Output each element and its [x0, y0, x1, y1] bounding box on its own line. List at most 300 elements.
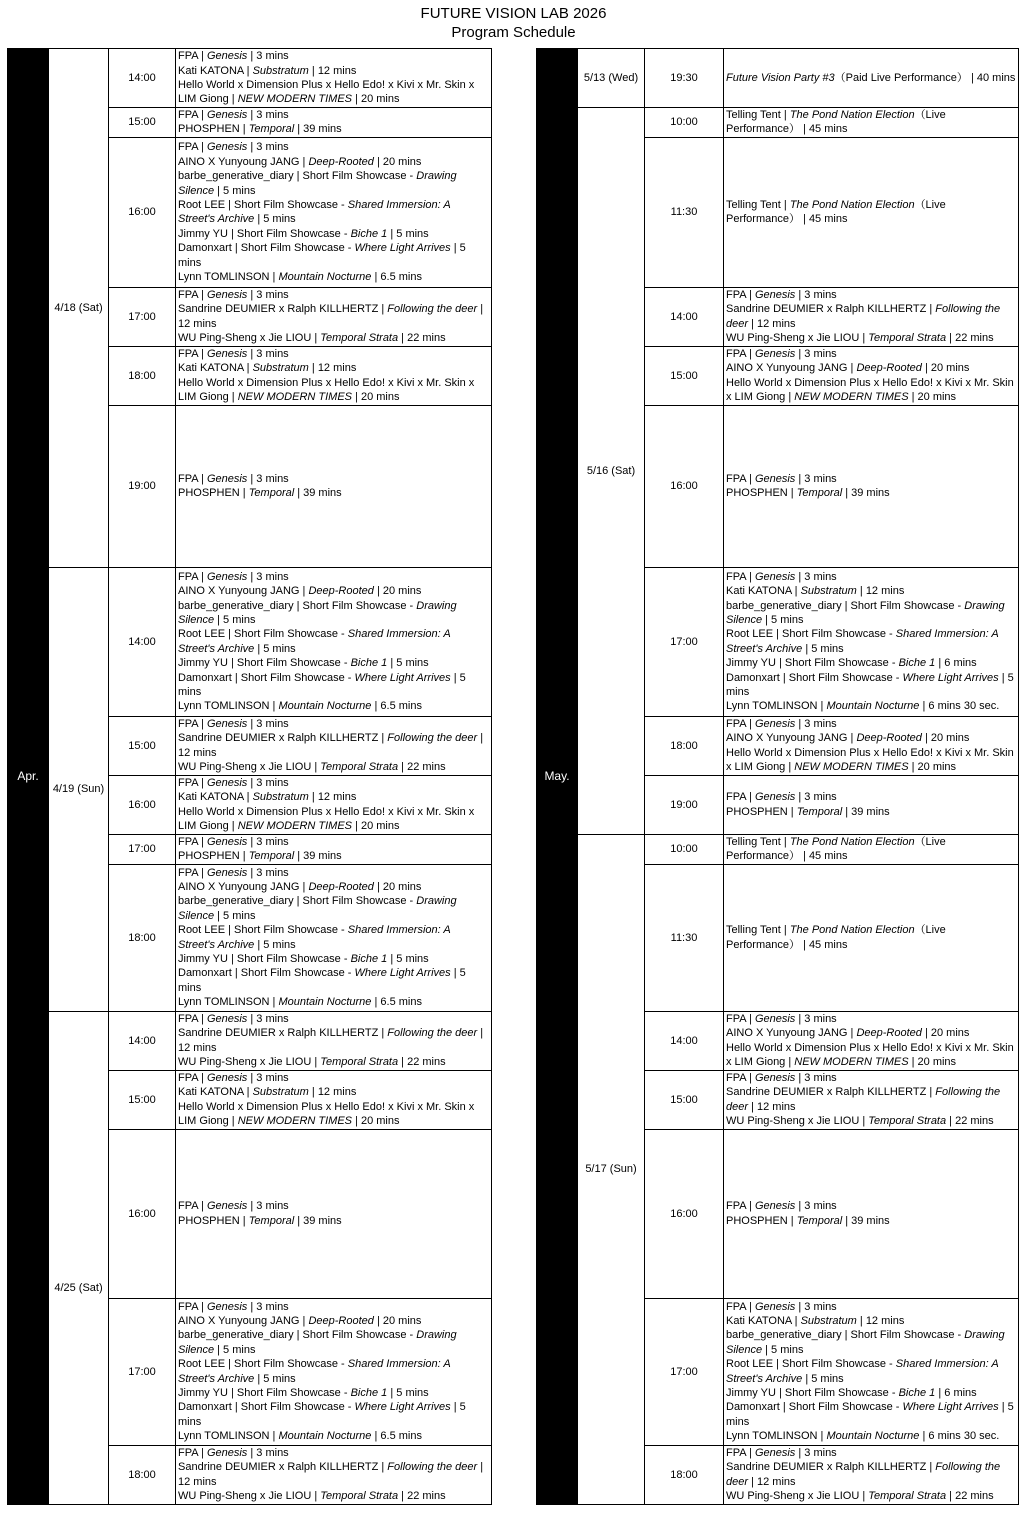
program-text: | 12 mins	[856, 1315, 905, 1327]
work-title: Genesis	[754, 791, 796, 804]
work-title: Genesis	[206, 866, 248, 879]
work-title: Drawing Silence	[726, 599, 1005, 626]
program-text: | 3 mins	[795, 1012, 837, 1025]
program-text: Sandrine DEUMIER x Ralph KILLHERTZ |	[726, 303, 936, 316]
work-title: Genesis	[206, 289, 248, 301]
program-text: | 3 mins	[795, 1446, 837, 1459]
program-text: FPA |	[726, 472, 755, 485]
program-text: Jimmy YU | Short Film Showcase -	[726, 1387, 899, 1400]
program-text: | 12 mins	[856, 585, 905, 598]
work-title: Temporal	[796, 805, 843, 818]
schedule-row	[8, 567, 492, 716]
program-line	[726, 108, 1016, 137]
program-text: | 39 mins	[294, 123, 342, 136]
program-line	[178, 1357, 489, 1386]
work-title: The Pond Nation Election	[789, 835, 915, 848]
program-text: FPA |	[178, 50, 207, 63]
program-cell	[724, 1298, 1019, 1445]
schedule-row	[537, 834, 1019, 864]
program-cell	[724, 108, 1019, 138]
work-title: Deep-Rooted	[308, 155, 374, 168]
program-line	[178, 241, 489, 270]
work-title: The Pond Nation Election	[789, 109, 915, 121]
program-line	[726, 1460, 1016, 1489]
program-text: FPA |	[726, 289, 755, 301]
work-title: Shared Immersion: A Street's Archive	[178, 628, 451, 655]
program-text: FPA |	[726, 1012, 755, 1025]
program-line	[178, 108, 489, 122]
program-text: FPA |	[726, 1200, 755, 1213]
program-line	[726, 790, 1016, 804]
work-title: Temporal	[248, 123, 295, 136]
program-line	[178, 1214, 489, 1228]
program-text: Lynn TOMLINSON |	[178, 1430, 279, 1443]
program-line	[178, 599, 489, 628]
program-line	[178, 1012, 489, 1026]
program-line	[726, 288, 1016, 302]
work-title: Substratum	[252, 791, 309, 804]
program-line	[726, 302, 1016, 331]
work-title: Biche 1	[350, 657, 388, 670]
work-title: Temporal Strata	[320, 761, 399, 774]
program-text: | 22 mins	[398, 1490, 446, 1503]
program-text: | 6.5 mins	[371, 700, 422, 713]
program-line	[178, 1100, 489, 1129]
program-line	[726, 671, 1016, 700]
program-text: | 20 mins	[373, 585, 422, 598]
program-line	[178, 155, 489, 169]
program-text: Telling Tent |	[726, 198, 790, 211]
time-cell: 17:00	[109, 287, 176, 346]
program-text: FPA |	[726, 348, 755, 360]
program-text: AINO X Yunyoung JANG |	[726, 732, 857, 745]
page-title: FUTURE VISION LAB 2026	[420, 5, 607, 22]
program-cell	[176, 405, 492, 567]
work-title: Deep-Rooted	[308, 881, 374, 893]
program-text: barbe_generative_diary | Short Film Showcase -	[178, 599, 417, 612]
time-cell: 10:00	[645, 108, 724, 138]
program-text: Sandrine DEUMIER x Ralph KILLHERTZ |	[178, 732, 388, 745]
work-title: Genesis	[206, 141, 248, 154]
time-cell: 18:00	[645, 716, 724, 775]
program-text: barbe_generative_diary | Short Film Showcase -	[178, 170, 417, 183]
program-text: | 5 mins	[762, 614, 804, 626]
program-text: Damonxart | Short Film Showcase -	[726, 1401, 903, 1414]
program-text: | 39 mins	[842, 487, 890, 500]
program-line	[726, 1026, 1016, 1040]
program-text: | 20 mins	[921, 732, 970, 745]
program-text: PHOSPHEN |	[178, 487, 249, 500]
program-text: | 20 mins	[373, 881, 422, 893]
program-text: WU Ping-Sheng x Jie LIOU |	[726, 1115, 869, 1128]
program-line	[178, 966, 489, 995]
program-text: FPA |	[178, 1446, 207, 1459]
program-line	[178, 486, 489, 500]
program-line	[178, 584, 489, 598]
time-cell: 16:00	[645, 1129, 724, 1298]
program-line	[178, 1055, 489, 1069]
time-cell: 16:00	[109, 775, 176, 834]
program-text: | 6 mins	[935, 1387, 977, 1400]
program-line	[178, 570, 489, 584]
program-cell	[176, 108, 492, 138]
time-cell: 11:30	[645, 864, 724, 1011]
time-cell: 16:00	[645, 405, 724, 567]
work-title: Following the deer	[387, 732, 478, 745]
program-text: （Live Performance） | 45 mins	[726, 835, 946, 863]
program-line	[178, 169, 489, 198]
work-title: Mountain Nocturne	[278, 996, 372, 1009]
work-title: Shared Immersion: A Street's Archive	[178, 924, 451, 951]
program-line	[726, 699, 1016, 713]
program-line	[178, 472, 489, 486]
program-text: Kati KATONA |	[726, 585, 801, 598]
program-text: | 3 mins	[795, 472, 837, 485]
program-line	[178, 1085, 489, 1099]
work-title: Genesis	[206, 777, 248, 789]
work-title: Shared Immersion: A Street's Archive	[726, 628, 999, 655]
program-text: FPA |	[726, 1300, 755, 1313]
program-text: | 6 mins	[935, 657, 977, 670]
program-text: | 3 mins	[247, 472, 289, 485]
program-line	[726, 198, 1016, 227]
program-cell	[176, 834, 492, 864]
work-title: Genesis	[754, 1071, 796, 1084]
date-cell: 5/16 (Sat)	[578, 108, 645, 835]
program-line	[178, 1460, 489, 1489]
program-line	[726, 1114, 1016, 1128]
schedule-row	[8, 49, 492, 108]
program-line	[726, 1489, 1016, 1503]
program-text: | 5 mins	[178, 242, 466, 269]
program-text: | 6.5 mins	[371, 270, 422, 283]
time-cell: 15:00	[109, 108, 176, 138]
work-title: Substratum	[800, 1315, 857, 1327]
program-line	[178, 790, 489, 804]
program-text: | 5 mins	[387, 657, 429, 670]
program-line	[178, 1400, 489, 1429]
program-text: Hello World x Dimension Plus x Hello Edo! x Kivi x Mr. Skin x LIM Giong |	[726, 376, 1014, 404]
program-text: AINO X Yunyoung JANG |	[178, 881, 309, 893]
program-line	[178, 656, 489, 670]
program-line	[178, 198, 489, 227]
program-cell	[724, 405, 1019, 567]
program-line	[726, 570, 1016, 584]
work-title: Temporal Strata	[320, 332, 399, 345]
program-text: Root LEE | Short Film Showcase -	[726, 628, 896, 641]
work-title: NEW MODERN TIMES	[794, 391, 909, 404]
program-text: | 3 mins	[247, 777, 289, 789]
work-title: Genesis	[206, 1071, 248, 1084]
program-text: Kati KATONA |	[178, 362, 253, 375]
program-line	[178, 835, 489, 849]
program-text: Sandrine DEUMIER x Ralph KILLHERTZ |	[726, 1086, 936, 1099]
work-title: Where Light Arrives	[354, 967, 451, 980]
program-line	[726, 361, 1016, 375]
time-cell: 18:00	[645, 1445, 724, 1504]
program-line	[178, 760, 489, 774]
program-line	[178, 805, 489, 834]
program-text: | 5 mins	[178, 671, 466, 699]
program-text: Root LEE | Short Film Showcase -	[178, 1358, 348, 1371]
program-text: Jimmy YU | Short Film Showcase -	[178, 227, 351, 240]
time-cell: 11:30	[645, 137, 724, 287]
program-text: | 5 mins	[214, 614, 256, 626]
program-text: | 3 mins	[247, 866, 289, 879]
program-text: Damonxart | Short Film Showcase -	[178, 1401, 355, 1414]
time-cell: 15:00	[645, 1070, 724, 1129]
work-title: Deep-Rooted	[308, 585, 374, 598]
program-text: AINO X Yunyoung JANG |	[726, 362, 857, 375]
program-text: | 6 mins 30 sec.	[919, 700, 1000, 713]
program-line	[178, 866, 489, 880]
program-line	[726, 331, 1016, 345]
program-text: AINO X Yunyoung JANG |	[178, 1315, 309, 1327]
program-text: | 5 mins	[802, 642, 844, 655]
program-text: | 3 mins	[247, 141, 289, 154]
program-line	[726, 1085, 1016, 1114]
time-cell: 14:00	[645, 287, 724, 346]
program-cell	[724, 567, 1019, 716]
work-title: Genesis	[754, 1446, 796, 1459]
program-line	[726, 805, 1016, 819]
program-line	[178, 64, 489, 78]
work-title: Substratum	[252, 362, 309, 375]
work-title: Temporal Strata	[868, 1115, 947, 1128]
work-title: Temporal	[796, 1214, 843, 1227]
program-text: | 12 mins	[178, 1027, 484, 1054]
program-line	[726, 599, 1016, 628]
program-text: PHOSPHEN |	[178, 1214, 249, 1227]
time-cell: 10:00	[645, 834, 724, 864]
work-title: NEW MODERN TIMES	[237, 391, 352, 404]
work-title: Substratum	[252, 1086, 309, 1099]
program-text: | 12 mins	[748, 1475, 796, 1488]
program-line	[178, 361, 489, 375]
program-text: PHOSPHEN |	[726, 1214, 797, 1227]
program-line	[178, 1386, 489, 1400]
program-text: Hello World x Dimension Plus x Hello Edo! x Kivi x Mr. Skin x LIM Giong |	[726, 746, 1014, 774]
program-text: | 39 mins	[294, 1214, 342, 1227]
work-title: The Pond Nation Election	[789, 924, 915, 937]
program-text: FPA |	[178, 472, 207, 485]
program-line	[178, 849, 489, 863]
work-title: Following the deer	[726, 1086, 1001, 1113]
program-cell	[176, 49, 492, 108]
work-title: Drawing Silence	[726, 1329, 1005, 1356]
program-line	[178, 347, 489, 361]
program-line	[726, 1400, 1016, 1429]
program-text: | 20 mins	[908, 391, 957, 404]
schedule-row	[8, 1011, 492, 1070]
work-title: NEW MODERN TIMES	[794, 1056, 909, 1069]
page-header	[0, 4, 1027, 42]
program-line	[726, 1300, 1016, 1314]
program-text: | 20 mins	[352, 1115, 400, 1128]
program-text: | 3 mins	[795, 718, 837, 730]
program-text: | 3 mins	[247, 1012, 289, 1025]
program-text: | 5 mins	[762, 1343, 804, 1356]
program-cell	[724, 137, 1019, 287]
program-text: | 12 mins	[748, 317, 796, 330]
program-text: Telling Tent |	[726, 835, 790, 848]
program-text: | 6.5 mins	[371, 996, 422, 1009]
program-text: Lynn TOMLINSON |	[178, 996, 279, 1009]
work-title: Biche 1	[350, 1387, 388, 1400]
program-line	[726, 923, 1016, 952]
schedule-table-may	[536, 48, 1019, 1505]
program-text: FPA |	[178, 1200, 207, 1213]
time-cell: 19:00	[109, 405, 176, 567]
program-text: Jimmy YU | Short Film Showcase -	[178, 1387, 351, 1400]
program-text: Hello World x Dimension Plus x Hello Edo! x Kivi x Mr. Skin x LIM Giong |	[178, 376, 475, 404]
work-title: Where Light Arrives	[902, 1401, 999, 1414]
work-title: Mountain Nocturne	[278, 270, 372, 283]
program-text: （Live Performance） | 45 mins	[726, 109, 946, 136]
program-line	[178, 288, 489, 302]
program-line	[178, 1026, 489, 1055]
program-text: FPA |	[178, 1300, 207, 1313]
program-text: | 12 mins	[308, 362, 357, 375]
program-text: Hello World x Dimension Plus x Hello Edo! x Kivi x Mr. Skin x LIM Giong |	[178, 79, 475, 106]
program-text: | 22 mins	[398, 1056, 446, 1069]
work-title: Substratum	[800, 585, 857, 598]
program-text: AINO X Yunyoung JANG |	[178, 585, 309, 598]
program-line	[178, 731, 489, 760]
program-text: | 3 mins	[247, 718, 289, 730]
program-text: | 3 mins	[795, 791, 837, 804]
work-title: Shared Immersion: A Street's Archive	[178, 198, 451, 226]
work-title: Drawing Silence	[178, 170, 457, 197]
program-text: WU Ping-Sheng x Jie LIOU |	[178, 761, 321, 774]
program-text: | 5 mins	[178, 967, 466, 994]
program-line	[726, 656, 1016, 670]
program-line	[178, 49, 489, 63]
program-text: FPA |	[726, 791, 755, 804]
program-line	[178, 894, 489, 923]
program-line	[726, 486, 1016, 500]
program-line	[178, 1314, 489, 1328]
program-text: Kati KATONA |	[178, 64, 253, 77]
program-text: FPA |	[178, 777, 207, 789]
time-cell: 19:30	[645, 49, 724, 108]
work-title: Shared Immersion: A Street's Archive	[178, 1358, 451, 1385]
work-title: Deep-Rooted	[856, 732, 922, 745]
program-text: | 22 mins	[946, 332, 994, 345]
program-text: | 12 mins	[308, 791, 357, 804]
program-line	[178, 1429, 489, 1443]
program-text: | 20 mins	[352, 391, 400, 404]
program-text: FPA |	[178, 109, 207, 121]
page-subtitle: Program Schedule	[451, 24, 576, 41]
program-text: | 20 mins	[921, 1027, 970, 1040]
program-line	[178, 1199, 489, 1213]
program-text: | 20 mins	[921, 362, 970, 375]
time-cell: 14:00	[109, 49, 176, 108]
program-line	[178, 1071, 489, 1085]
program-text: | 5 mins	[387, 1387, 429, 1400]
program-text: | 39 mins	[842, 1214, 890, 1227]
program-text: FPA |	[726, 1446, 755, 1459]
program-line	[178, 122, 489, 136]
program-line	[178, 776, 489, 790]
work-title: NEW MODERN TIMES	[237, 820, 352, 833]
program-line	[178, 923, 489, 952]
program-line	[178, 671, 489, 700]
work-title: Genesis	[754, 348, 796, 360]
program-text: FPA |	[726, 570, 755, 583]
work-title: Genesis	[754, 1200, 796, 1213]
program-text: Telling Tent |	[726, 109, 790, 121]
program-text: Sandrine DEUMIER x Ralph KILLHERTZ |	[726, 1461, 936, 1474]
work-title: Genesis	[206, 109, 248, 121]
program-text: | 3 mins	[247, 835, 289, 848]
program-text: | 3 mins	[247, 1071, 289, 1084]
program-text: Root LEE | Short Film Showcase -	[178, 924, 348, 937]
program-line	[726, 746, 1016, 775]
program-text: Jimmy YU | Short Film Showcase -	[178, 657, 351, 670]
work-title: Genesis	[206, 718, 248, 730]
program-text: AINO X Yunyoung JANG |	[726, 1027, 857, 1040]
program-text: | 20 mins	[352, 93, 400, 106]
program-cell	[176, 1129, 492, 1298]
program-line	[726, 1446, 1016, 1460]
work-title: Temporal	[248, 850, 295, 863]
program-text: Sandrine DEUMIER x Ralph KILLHERTZ |	[178, 1461, 388, 1474]
program-text: | 12 mins	[308, 64, 357, 77]
program-text: Root LEE | Short Film Showcase -	[726, 1358, 896, 1371]
time-cell: 17:00	[645, 1298, 724, 1445]
program-text: Sandrine DEUMIER x Ralph KILLHERTZ |	[178, 1027, 388, 1040]
program-text: | 22 mins	[398, 332, 446, 345]
program-text: | 5 mins	[214, 909, 256, 922]
work-title: Genesis	[754, 718, 796, 730]
program-text: Jimmy YU | Short Film Showcase -	[178, 953, 351, 966]
program-line	[726, 584, 1016, 598]
program-text: | 5 mins	[214, 184, 256, 197]
work-title: Biche 1	[350, 953, 388, 966]
program-text: | 3 mins	[247, 1300, 289, 1313]
work-title: Future Vision Party #3	[726, 71, 835, 84]
program-text: | 5 mins	[726, 1401, 1014, 1428]
work-title: Following the deer	[387, 1461, 478, 1474]
program-cell	[176, 346, 492, 405]
time-cell: 18:00	[109, 864, 176, 1011]
program-cell	[724, 834, 1019, 864]
work-title: Temporal Strata	[320, 1056, 399, 1069]
work-title: Biche 1	[898, 1387, 936, 1400]
work-title: Following the deer	[726, 1461, 1001, 1488]
work-title: Genesis	[754, 289, 796, 301]
time-cell: 16:00	[109, 1129, 176, 1298]
program-text: Sandrine DEUMIER x Ralph KILLHERTZ |	[178, 303, 388, 316]
program-text: FPA |	[178, 570, 207, 583]
program-text: WU Ping-Sheng x Jie LIOU |	[178, 1490, 321, 1503]
program-line	[178, 880, 489, 894]
work-title: Temporal	[248, 1214, 295, 1227]
program-line	[178, 270, 489, 284]
program-text: FPA |	[726, 1071, 755, 1084]
date-cell: 5/13 (Wed)	[578, 49, 645, 108]
work-title: Genesis	[754, 1012, 796, 1025]
program-text: Lynn TOMLINSON |	[178, 270, 279, 283]
program-cell	[176, 716, 492, 775]
program-text: barbe_generative_diary | Short Film Showcase -	[726, 599, 965, 612]
program-text: | 22 mins	[946, 1490, 994, 1503]
date-cell: 5/17 (Sun)	[578, 834, 645, 1504]
program-text: | 20 mins	[373, 1315, 422, 1327]
program-text: | 3 mins	[247, 289, 289, 301]
